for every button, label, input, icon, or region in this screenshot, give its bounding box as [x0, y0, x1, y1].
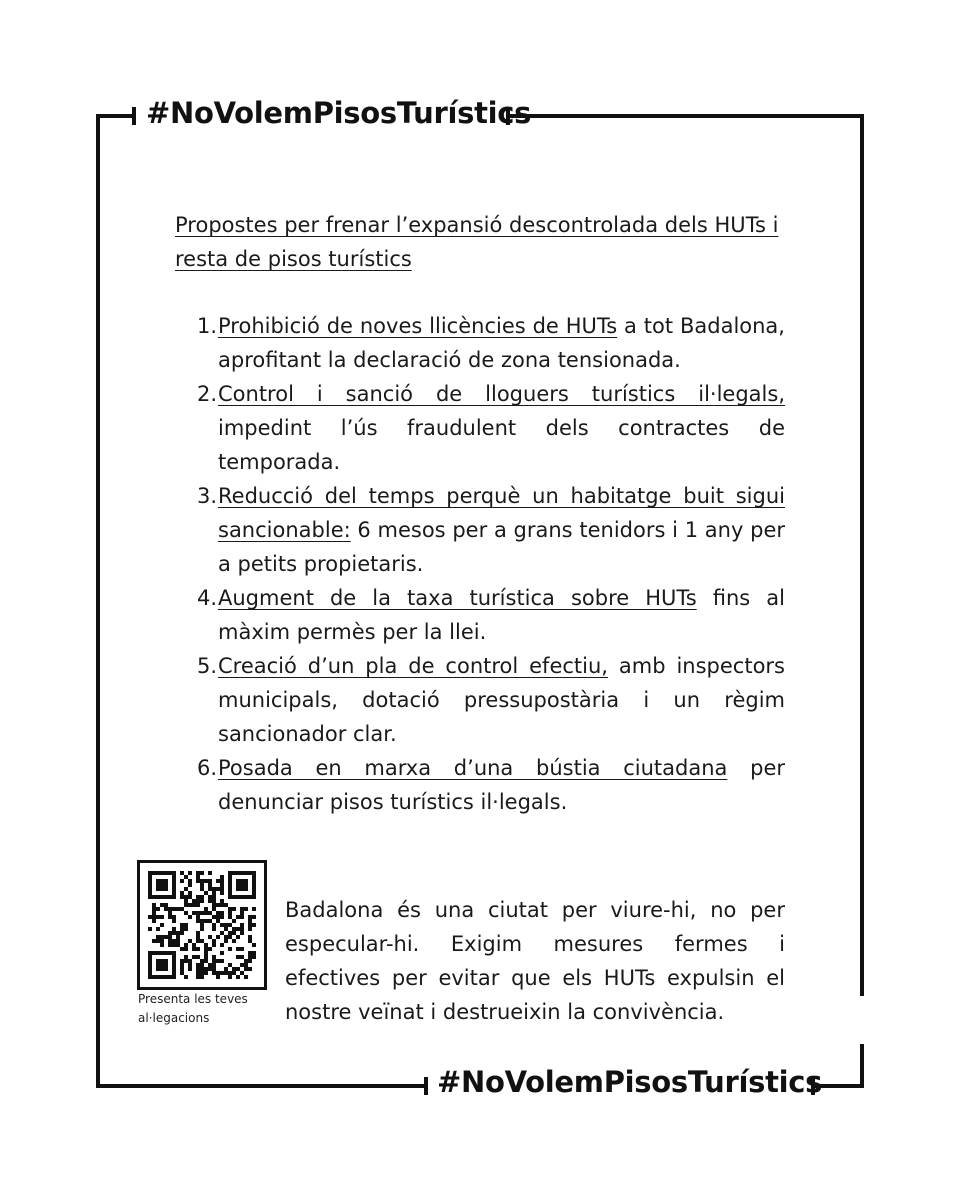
frame-bottom-left-cap: [424, 1077, 428, 1095]
qr-caption: Presenta les teves al·legacions: [138, 992, 248, 1025]
heading-text: Propostes per frenar l’expansió descontrolada dels HUTs i resta de pisos turístics: [175, 213, 779, 271]
proposal-text: [218, 751, 785, 819]
hashtag-bottom: #NoVolemPisosTurístics: [437, 1065, 823, 1099]
hashtag-top: #NoVolemPisosTurístics: [146, 96, 532, 130]
proposal-text: [218, 649, 785, 751]
proposal-rest: 6 mesos per a grans tenidors i 1 any per a petits propietaris.: [218, 518, 785, 576]
qr-code-icon: [148, 871, 256, 979]
proposal-item: [180, 751, 785, 819]
proposal-highlight: Control i sanció de lloguers turístics il·legals,: [218, 382, 785, 406]
proposal-text: [218, 309, 785, 377]
frame-top-right-line: [506, 114, 864, 118]
proposal-highlight: Reducció del temps perquè un habitatge buit sigui sancionable:: [218, 484, 785, 542]
proposal-item: [180, 479, 785, 581]
frame-right-line-lower: [860, 1044, 864, 1088]
frame-right-line-upper: [860, 114, 864, 996]
proposal-rest: per denunciar pisos turístics il·legals.: [218, 756, 785, 814]
proposal-number: 4.: [196, 586, 217, 610]
proposal-item: [180, 581, 785, 649]
proposal-item: [180, 309, 785, 377]
proposal-rest: a tot Badalona, aprofitant la declaració de zona tensionada.: [218, 314, 785, 372]
proposal-highlight: Augment de la taxa turística sobre HUTs: [218, 586, 697, 610]
frame-left-line: [96, 114, 100, 1088]
proposal-text: [218, 581, 785, 649]
proposal-number: 5.: [196, 654, 217, 678]
proposals-heading: [175, 208, 785, 276]
proposal-number: 6.: [196, 756, 217, 780]
proposal-item: [180, 649, 785, 751]
proposal-highlight: Creació d’un pla de control efectiu,: [218, 654, 608, 678]
frame-top-left-line: [96, 114, 136, 118]
proposal-number: 3.: [196, 484, 217, 508]
frame-top-left-cap: [132, 107, 136, 125]
frame-bottom-left-line: [96, 1084, 428, 1088]
proposal-highlight: Posada en marxa d’una bústia ciutadana: [218, 756, 728, 780]
proposals-list: [180, 309, 785, 819]
closing-statement: Badalona és una ciutat per viure-hi, no per especular-hi. Exigim mesures fermes i efectives per evitar que els HUTs expulsin el nostre veïnat i destrueixin la convivència.: [285, 898, 785, 1024]
qr-code[interactable]: [137, 860, 267, 990]
proposal-number: 1.: [196, 314, 217, 338]
proposal-rest: fins al màxim permès per la llei.: [218, 586, 785, 644]
proposal-rest: amb inspectors municipals, dotació pressupostària i un règim sancionador clar.: [218, 654, 785, 746]
proposal-text: [218, 377, 785, 479]
proposal-number: 2.: [196, 382, 217, 406]
proposal-highlight: Prohibició de noves llicències de HUTs: [218, 314, 618, 338]
proposal-item: [180, 377, 785, 479]
proposal-text: [218, 479, 785, 581]
proposal-rest: impedint l’ús fraudulent dels contractes de temporada.: [218, 416, 785, 474]
